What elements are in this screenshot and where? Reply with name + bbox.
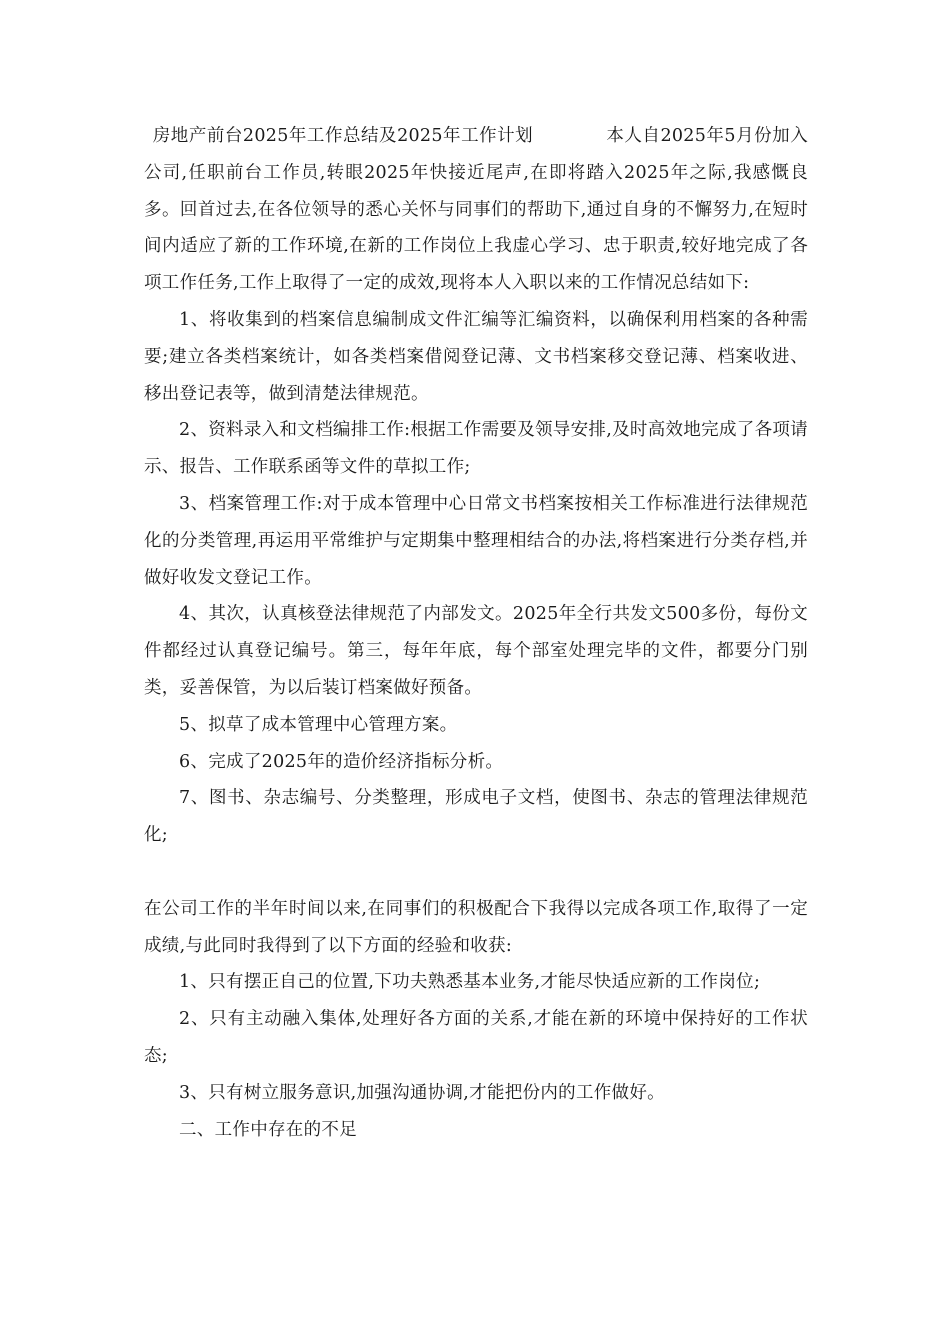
section-heading: 二、工作中存在的不足: [179, 1119, 357, 1140]
document-body: [144, 118, 808, 1148]
document-title: 房地产前台2025年工作总结及2025年工作计划: [152, 126, 534, 146]
work-item-7: 7、图书、杂志编号、分类整理，形成电子文档，使图书、杂志的管理法律规范化;: [144, 788, 808, 846]
summary-paragraph: 在公司工作的半年时间以来,在同事们的积极配合下我得以完成各项工作,取得了一定成绩,与此同时我得到了以下方面的经验和收获:: [144, 898, 808, 956]
work-item-5: 5、拟草了成本管理中心管理方案。: [179, 714, 458, 735]
lesson-item-1: 1、只有摆正自己的位置,下功夫熟悉基本业务,才能尽快适应新的工作岗位;: [179, 972, 761, 993]
paragraph-gap: [144, 854, 808, 891]
intro-text: 本人自2025年5月份加入公司,任职前台工作员,转眼2025年快接近尾声,在即将踏入2025年之际,我感慨良多。回首过去,在各位领导的悉心关怀与同事们的帮助下,通过自身的不懈努力,在短时间内适应了新的工作环境,在新的工作岗位上我虚心学习、忠于职责,较好地完成了各项工作任务,工作上取得了一定的成效,现将本人入职以来的工作情况总结如下:: [144, 126, 808, 294]
work-item-1: 1、将收集到的档案信息编制成文件汇编等汇编资料，以确保利用档案的各种需要;建立各类档案统计，如各类档案借阅登记薄、文书档案移交登记薄、档案收进、移出登记表等，做到清楚法律规范。: [144, 309, 808, 404]
work-item-4: 4、其次，认真核登法律规范了内部发文。2025年全行共发文500多份，每份文件都经过认真登记编号。第三，每年年底，每个部室处理完毕的文件，都要分门别类，妥善保管，为以后装订档案做好预备。: [144, 604, 808, 698]
work-item-2: 2、资料录入和文档编排工作:根据工作需要及领导安排,及时高效地完成了各项请示、报告、工作联系函等文件的草拟工作;: [144, 420, 808, 478]
work-item-3: 3、档案管理工作:对于成本管理中心日常文书档案按相关工作标准进行法律规范化的分类管理,再运用平常维护与定期集中整理相结合的办法,将档案进行分类存档,并做好收发文登记工作。: [144, 493, 808, 588]
lesson-item-2: 2、只有主动融入集体,处理好各方面的关系,才能在新的环境中保持好的工作状态;: [144, 1009, 808, 1066]
title-spacer: [533, 126, 606, 146]
work-item-6: 6、完成了2025年的造价经济指标分析。: [179, 751, 504, 772]
lesson-item-3: 3、只有树立服务意识,加强沟通协调,才能把份内的工作做好。: [179, 1082, 665, 1103]
intro-paragraph: [144, 118, 808, 302]
